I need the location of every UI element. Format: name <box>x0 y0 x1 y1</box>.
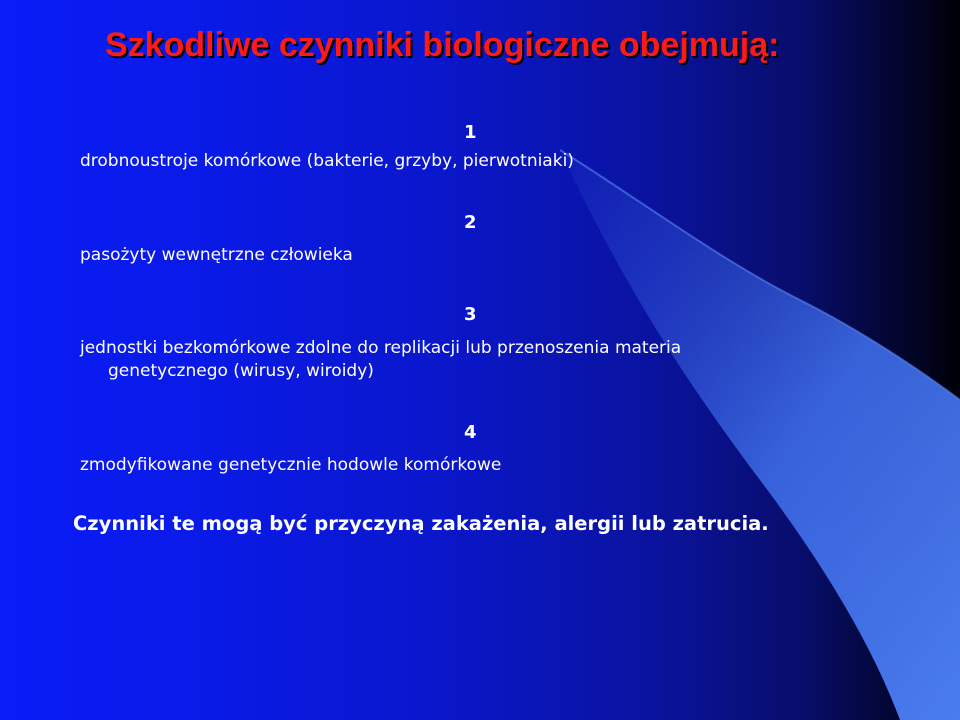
summary-text: Czynniki te mogą być przyczyną zakażenia, alergii lub zatrucia. <box>73 512 769 535</box>
item-number: 1 <box>464 122 477 143</box>
item-number: 2 <box>464 212 477 233</box>
item-text: jednostki bezkomórkowe zdolne do replikacji lub przenoszenia materia <box>80 338 682 358</box>
item-text: pasożyty wewnętrzne człowieka <box>80 245 353 265</box>
item-number: 4 <box>464 422 477 443</box>
swoosh-band <box>560 150 960 720</box>
item-text-continuation: genetycznego (wirusy, wiroidy) <box>108 360 374 381</box>
list-item <box>80 150 574 173</box>
slide-title: Szkodliwe czynniki biologiczne obejmują: <box>105 26 780 64</box>
list-item <box>80 244 353 267</box>
list-item <box>80 454 501 477</box>
item-number: 3 <box>464 304 477 325</box>
item-text: zmodyfikowane genetycznie hodowle komórkowe <box>80 455 502 475</box>
item-text: drobnoustroje komórkowe (bakterie, grzyby, pierwotniaki) <box>80 151 574 171</box>
list-item <box>80 337 681 383</box>
